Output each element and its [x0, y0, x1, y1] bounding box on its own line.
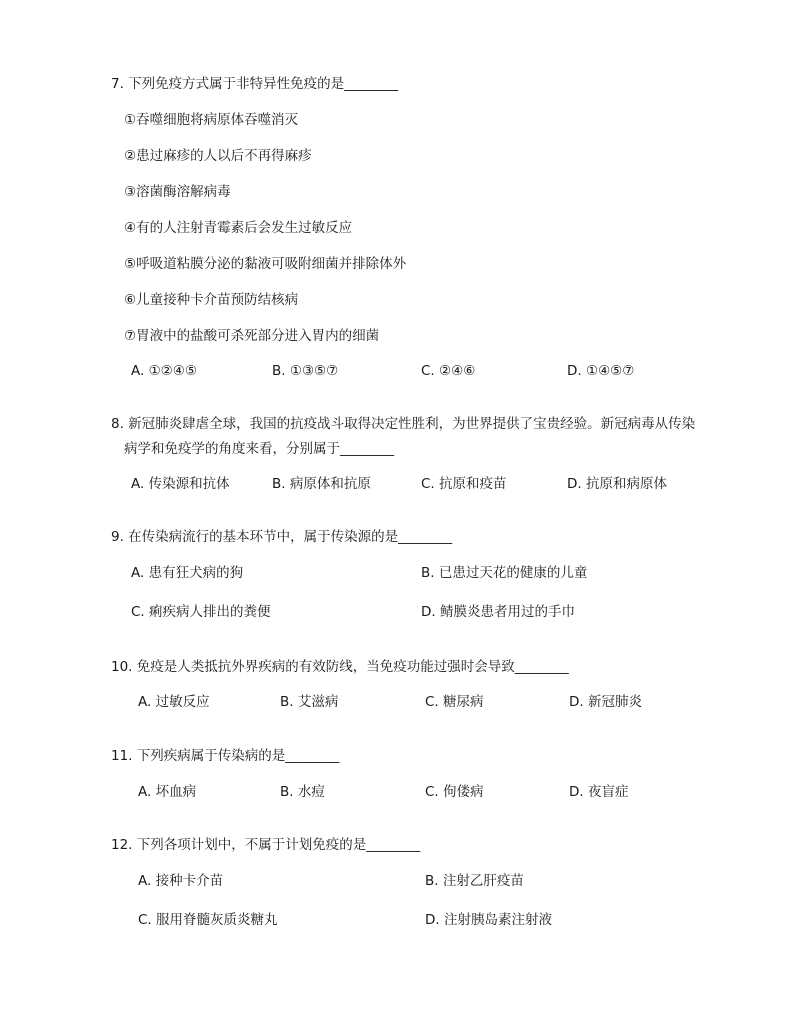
- question-9-option-d: D. 鲭膜炎患者用过的手巾: [421, 604, 575, 620]
- question-12-stem: 12. 下列各项计划中，不属于计划免疫的是________: [111, 837, 421, 853]
- question-12-option-c: C. 服用脊髓灰质炎糖丸: [138, 912, 278, 928]
- question-8-stem-line-1: 8. 新冠肺炎肆虐全球，我国的抗疫战斗取得决定性胜利，为世界提供了宝贵经验。新冠病毒从传染: [111, 416, 696, 432]
- question-11-stem: 11. 下列疾病属于传染病的是________: [111, 748, 340, 764]
- question-7-item-1: ①吞噬细胞将病原体吞噬消灭: [124, 112, 299, 128]
- question-10-option-a: A. 过敏反应: [138, 694, 210, 710]
- question-7-item-2: ②患过麻疹的人以后不再得麻疹: [124, 148, 312, 164]
- question-11-option-d: D. 夜盲症: [569, 784, 629, 800]
- question-11-option-c: C. 佝偻病: [425, 784, 484, 800]
- question-7-item-5: ⑤呼吸道粘膜分泌的黏液可吸附细菌并排除体外: [124, 256, 407, 272]
- question-10-option-b: B. 艾滋病: [280, 694, 339, 710]
- question-7-stem: 7. 下列免疫方式属于非特异性免疫的是________: [111, 76, 399, 92]
- question-11-option-b: B. 水痘: [280, 784, 325, 800]
- question-12-option-d: D. 注射胰岛素注射液: [425, 912, 552, 928]
- question-8-option-d: D. 抗原和病原体: [567, 476, 667, 492]
- question-10-option-c: C. 糖尿病: [425, 694, 484, 710]
- question-9-stem: 9. 在传染病流行的基本环节中，属于传染源的是________: [111, 529, 453, 545]
- question-11-option-a: A. 坏血病: [138, 784, 197, 800]
- question-12-option-b: B. 注射乙肝疫苗: [425, 873, 524, 889]
- question-9-option-c: C. 痢疾病人排出的粪便: [131, 604, 271, 620]
- question-12-option-a: A. 接种卡介苗: [138, 873, 224, 889]
- question-8-stem-line-2: 病学和免疫学的角度来看，分别属于________: [124, 441, 394, 457]
- question-7-item-3: ③溶菌酶溶解病毒: [124, 184, 231, 200]
- question-8-option-b: B. 病原体和抗原: [272, 476, 371, 492]
- question-10-stem: 10. 免疫是人类抵抗外界疾病的有效防线，当免疫功能过强时会导致________: [111, 659, 569, 675]
- question-7-item-6: ⑥儿童接种卡介苗预防结核病: [124, 292, 299, 308]
- question-9-option-a: A. 患有狂犬病的狗: [131, 565, 244, 581]
- question-9-option-b: B. 已患过天花的健康的儿童: [421, 565, 588, 581]
- question-8-option-a: A. 传染源和抗体: [131, 476, 230, 492]
- question-7-option-b: B. ①③⑤⑦: [272, 363, 339, 379]
- question-10-option-d: D. 新冠肺炎: [569, 694, 642, 710]
- question-8-option-c: C. 抗原和疫苗: [421, 476, 507, 492]
- question-7-item-4: ④有的人注射青霉素后会发生过敏反应: [124, 220, 353, 236]
- question-7-item-7: ⑦胃液中的盐酸可杀死部分进入胃内的细菌: [124, 328, 380, 344]
- question-7-option-d: D. ①④⑤⑦: [567, 363, 635, 379]
- question-7-option-a: A. ①②④⑤: [131, 363, 197, 379]
- question-7-option-c: C. ②④⑥: [421, 363, 476, 379]
